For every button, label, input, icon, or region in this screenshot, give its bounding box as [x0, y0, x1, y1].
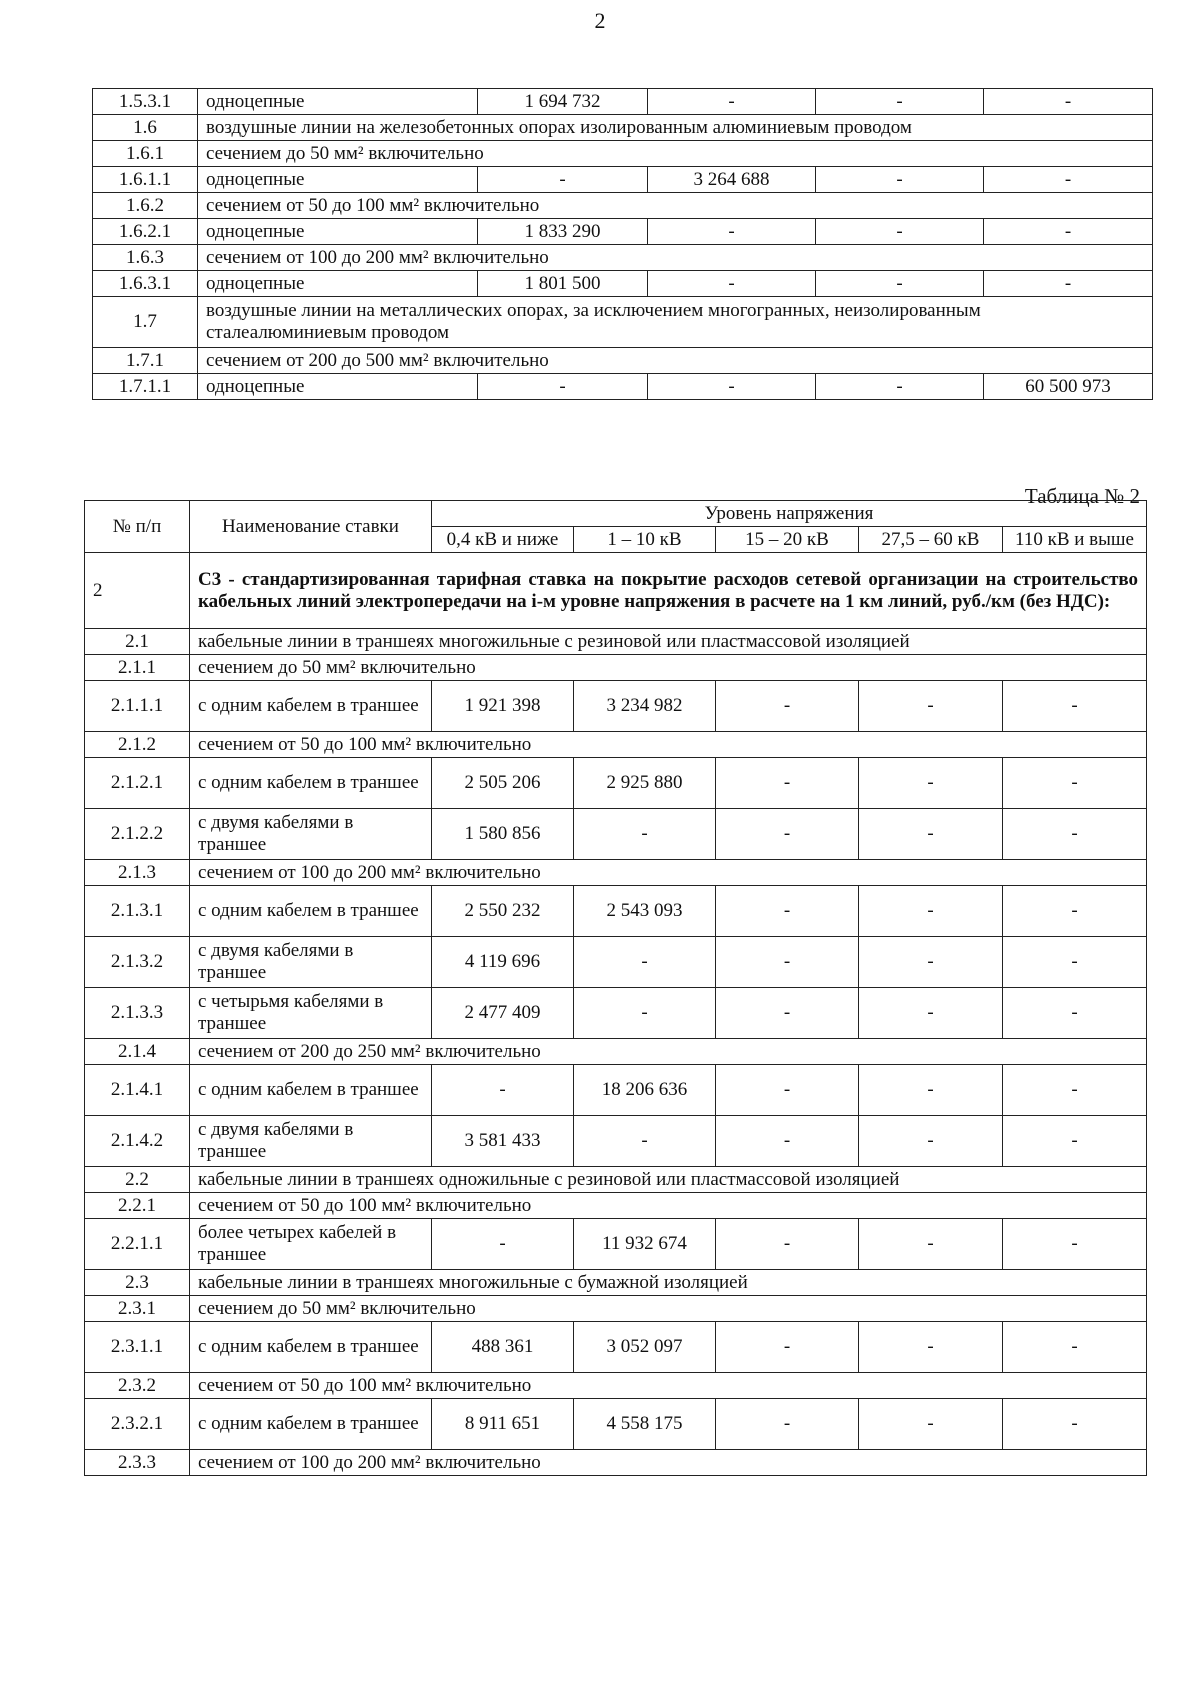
row-name: кабельные линии в траншеях одножильные с резиновой или пластмассовой изоляцией: [190, 1167, 1147, 1193]
table-row: [85, 809, 1147, 860]
table-row: [93, 141, 1153, 167]
table-row: [85, 1039, 1147, 1065]
header-voltage-col: 27,5 – 60 кВ: [859, 527, 1003, 553]
table-row: [85, 1270, 1147, 1296]
row-name: сечением от 50 до 100 мм² включительно: [198, 193, 1153, 219]
value-cell: -: [1003, 886, 1147, 937]
row-name: сечением до 50 мм² включительно: [198, 141, 1153, 167]
row-name: сечением от 50 до 100 мм² включительно: [190, 1373, 1147, 1399]
value-cell: -: [984, 219, 1153, 245]
row-num: 2.3.1: [85, 1296, 190, 1322]
row-name: с одним кабелем в траншее: [190, 1322, 432, 1373]
table-row: [93, 193, 1153, 219]
row-name: сечением до 50 мм² включительно: [190, 1296, 1147, 1322]
row-name: с четырьмя кабелями в траншее: [190, 988, 432, 1039]
row-num: 1.6: [93, 115, 198, 141]
value-cell: -: [648, 374, 816, 400]
value-cell: -: [859, 681, 1003, 732]
row-num: 2.1.4.2: [85, 1116, 190, 1167]
row-num: 2.3.2.1: [85, 1399, 190, 1450]
table-2-label: Таблица № 2: [1024, 484, 1140, 508]
page-number: 2: [594, 8, 606, 33]
value-cell: 18 206 636: [574, 1065, 716, 1116]
row-num: 1.5.3.1: [93, 89, 198, 115]
row-num: 2.1.3.3: [85, 988, 190, 1039]
row-name: сечением от 100 до 200 мм² включительно: [190, 860, 1147, 886]
section-num: 2: [85, 553, 190, 629]
value-cell: -: [816, 219, 984, 245]
value-cell: -: [716, 1219, 859, 1270]
row-num: 2.3: [85, 1270, 190, 1296]
table-1-continuation: [92, 88, 1153, 400]
row-num: 2.2.1: [85, 1193, 190, 1219]
row-name: воздушные линии на железобетонных опорах изолированным алюминиевым проводом: [198, 115, 1153, 141]
table-row: [93, 219, 1153, 245]
value-cell: 3 581 433: [432, 1116, 574, 1167]
value-cell: 3 234 982: [574, 681, 716, 732]
row-num: 2.1: [85, 629, 190, 655]
row-num: 1.6.2.1: [93, 219, 198, 245]
row-name: сечением от 50 до 100 мм² включительно: [190, 1193, 1147, 1219]
value-cell: -: [716, 937, 859, 988]
value-cell: 4 119 696: [432, 937, 574, 988]
table-row: [85, 732, 1147, 758]
value-cell: -: [716, 1116, 859, 1167]
table-row: [85, 1116, 1147, 1167]
row-name: кабельные линии в траншеях многожильные с бумажной изоляцией: [190, 1270, 1147, 1296]
row-name: сечением до 50 мм² включительно: [190, 655, 1147, 681]
value-cell: -: [816, 89, 984, 115]
value-cell: 3 264 688: [648, 167, 816, 193]
row-name: сечением от 200 до 500 мм² включительно: [198, 348, 1153, 374]
value-cell: -: [816, 374, 984, 400]
row-num: 1.7.1.1: [93, 374, 198, 400]
table-row: [85, 1373, 1147, 1399]
value-cell: -: [1003, 1399, 1147, 1450]
value-cell: -: [432, 1219, 574, 1270]
table-row: [85, 937, 1147, 988]
row-name: с двумя кабелями в траншее: [190, 937, 432, 988]
row-num: 1.6.1: [93, 141, 198, 167]
table-row: [93, 348, 1153, 374]
row-num: 2.1.1.1: [85, 681, 190, 732]
row-num: 1.6.3.1: [93, 271, 198, 297]
table-row: [93, 374, 1153, 400]
table-row: [93, 89, 1153, 115]
value-cell: 488 361: [432, 1322, 574, 1373]
table-row: [85, 1296, 1147, 1322]
value-cell: -: [648, 219, 816, 245]
value-cell: -: [1003, 1322, 1147, 1373]
row-num: 2.1.4.1: [85, 1065, 190, 1116]
value-cell: -: [716, 1322, 859, 1373]
row-num: 2.1.4: [85, 1039, 190, 1065]
value-cell: 1 921 398: [432, 681, 574, 732]
table-row: [85, 655, 1147, 681]
value-cell: -: [1003, 988, 1147, 1039]
table-row: [85, 1219, 1147, 1270]
value-cell: 1 833 290: [478, 219, 648, 245]
row-num: 2.1.1: [85, 655, 190, 681]
header-voltage-col: 1 – 10 кВ: [574, 527, 716, 553]
table-row: [85, 1167, 1147, 1193]
value-cell: 60 500 973: [984, 374, 1153, 400]
value-cell: -: [859, 1065, 1003, 1116]
value-cell: -: [984, 271, 1153, 297]
value-cell: -: [574, 988, 716, 1039]
row-name: воздушные линии на металлических опорах, за исключением многогранных, неизолированным сталеалюминиевым проводом: [198, 297, 1153, 348]
row-num: 1.6.1.1: [93, 167, 198, 193]
row-name: более четырех кабелей в траншее: [190, 1219, 432, 1270]
row-name: с одним кабелем в траншее: [190, 681, 432, 732]
value-cell: 3 052 097: [574, 1322, 716, 1373]
row-num: 2.3.2: [85, 1373, 190, 1399]
table-row: [93, 115, 1153, 141]
value-cell: -: [816, 271, 984, 297]
table-row: [93, 271, 1153, 297]
value-cell: -: [859, 1322, 1003, 1373]
row-num: 2.3.3: [85, 1450, 190, 1476]
value-cell: 1 801 500: [478, 271, 648, 297]
row-name: с одним кабелем в траншее: [190, 886, 432, 937]
value-cell: 2 477 409: [432, 988, 574, 1039]
value-cell: 2 925 880: [574, 758, 716, 809]
table-row: [85, 988, 1147, 1039]
value-cell: -: [716, 988, 859, 1039]
row-name: с двумя кабелями в траншее: [190, 1116, 432, 1167]
value-cell: -: [1003, 937, 1147, 988]
value-cell: -: [859, 1399, 1003, 1450]
row-name: сечением от 50 до 100 мм² включительно: [190, 732, 1147, 758]
header-voltage-col: 110 кВ и выше: [1003, 527, 1147, 553]
value-cell: -: [984, 89, 1153, 115]
value-cell: -: [859, 1116, 1003, 1167]
header-name: Наименование ставки: [190, 501, 432, 553]
row-name: одноцепные: [198, 167, 478, 193]
table-row: [85, 886, 1147, 937]
header-voltage-level: Уровень напряжения: [432, 501, 1147, 527]
section-row: [85, 553, 1147, 629]
value-cell: 11 932 674: [574, 1219, 716, 1270]
value-cell: -: [1003, 1065, 1147, 1116]
row-name: с одним кабелем в траншее: [190, 758, 432, 809]
row-num: 1.6.3: [93, 245, 198, 271]
row-num: 1.6.2: [93, 193, 198, 219]
value-cell: -: [478, 167, 648, 193]
value-cell: -: [859, 1219, 1003, 1270]
table-row: [93, 297, 1153, 348]
table-row: [85, 1193, 1147, 1219]
row-num: 2.1.3.2: [85, 937, 190, 988]
value-cell: 2 505 206: [432, 758, 574, 809]
table-row: [85, 1322, 1147, 1373]
row-name: одноцепные: [198, 219, 478, 245]
value-cell: -: [1003, 758, 1147, 809]
table-row: [85, 681, 1147, 732]
value-cell: -: [716, 681, 859, 732]
table-row: [93, 167, 1153, 193]
table-row: [85, 629, 1147, 655]
row-num: 2.1.2.1: [85, 758, 190, 809]
row-num: 2.1.2.2: [85, 809, 190, 860]
row-num: 2.1.3.1: [85, 886, 190, 937]
row-name: сечением от 100 до 200 мм² включительно: [198, 245, 1153, 271]
value-cell: -: [574, 809, 716, 860]
value-cell: 2 550 232: [432, 886, 574, 937]
value-cell: -: [1003, 809, 1147, 860]
header-voltage-col: 15 – 20 кВ: [716, 527, 859, 553]
section-text: С3 - стандартизированная тарифная ставка на покрытие расходов сетевой организации на строительство кабельных линий электропередачи на i-м уровне напряжения в расчете на 1 км линий, руб./км (без НДС):: [190, 553, 1147, 629]
value-cell: -: [716, 758, 859, 809]
row-num: 2.3.1.1: [85, 1322, 190, 1373]
row-name: сечением от 200 до 250 мм² включительно: [190, 1039, 1147, 1065]
value-cell: -: [716, 1065, 859, 1116]
value-cell: -: [1003, 681, 1147, 732]
table-row: [85, 758, 1147, 809]
value-cell: -: [859, 758, 1003, 809]
value-cell: -: [574, 937, 716, 988]
value-cell: -: [984, 167, 1153, 193]
row-num: 2.1.3: [85, 860, 190, 886]
value-cell: 4 558 175: [574, 1399, 716, 1450]
table-row: [85, 1065, 1147, 1116]
value-cell: -: [716, 1399, 859, 1450]
value-cell: 1 694 732: [478, 89, 648, 115]
row-name: одноцепные: [198, 89, 478, 115]
value-cell: -: [1003, 1219, 1147, 1270]
row-num: 1.7.1: [93, 348, 198, 374]
value-cell: -: [478, 374, 648, 400]
value-cell: -: [648, 89, 816, 115]
value-cell: -: [859, 809, 1003, 860]
value-cell: -: [859, 988, 1003, 1039]
value-cell: -: [432, 1065, 574, 1116]
value-cell: -: [859, 886, 1003, 937]
table-row: [85, 1399, 1147, 1450]
row-name: с одним кабелем в траншее: [190, 1065, 432, 1116]
value-cell: -: [716, 886, 859, 937]
table-row: [93, 245, 1153, 271]
value-cell: 2 543 093: [574, 886, 716, 937]
table-row: [85, 1450, 1147, 1476]
header-num: № п/п: [85, 501, 190, 553]
row-name: сечением от 100 до 200 мм² включительно: [190, 1450, 1147, 1476]
value-cell: 1 580 856: [432, 809, 574, 860]
row-name: с двумя кабелями в траншее: [190, 809, 432, 860]
value-cell: -: [574, 1116, 716, 1167]
header-voltage-col: 0,4 кВ и ниже: [432, 527, 574, 553]
table-row: [85, 860, 1147, 886]
value-cell: 8 911 651: [432, 1399, 574, 1450]
row-name: кабельные линии в траншеях многожильные с резиновой или пластмассовой изоляцией: [190, 629, 1147, 655]
row-num: 2.2.1.1: [85, 1219, 190, 1270]
row-name: с одним кабелем в траншее: [190, 1399, 432, 1450]
value-cell: -: [1003, 1116, 1147, 1167]
row-num: 1.7: [93, 297, 198, 348]
row-num: 2.2: [85, 1167, 190, 1193]
value-cell: -: [648, 271, 816, 297]
row-name: одноцепные: [198, 374, 478, 400]
value-cell: -: [716, 809, 859, 860]
value-cell: -: [859, 937, 1003, 988]
row-name: одноцепные: [198, 271, 478, 297]
row-num: 2.1.2: [85, 732, 190, 758]
table-2: [84, 500, 1147, 1476]
value-cell: -: [816, 167, 984, 193]
